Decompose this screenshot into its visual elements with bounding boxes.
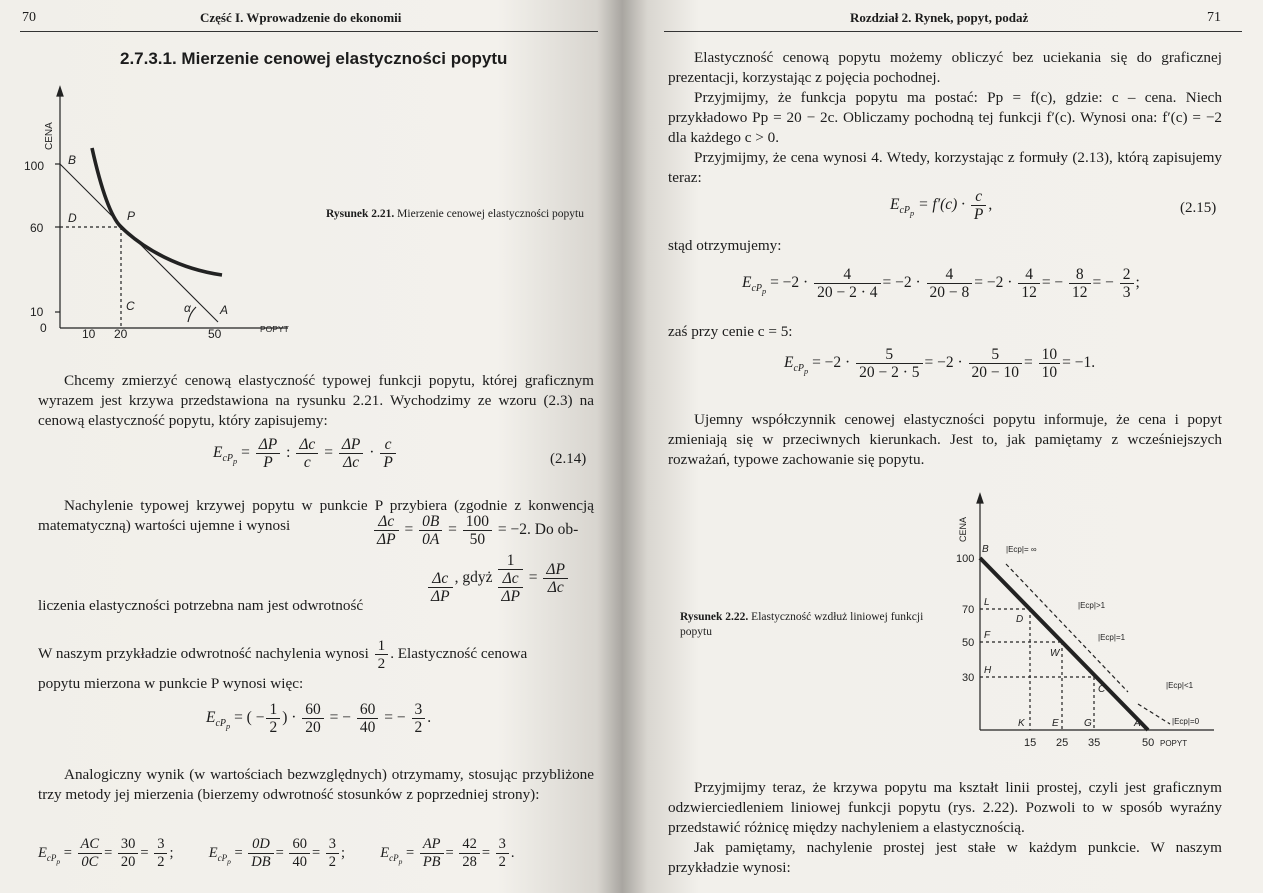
paragraph-4: popytu mierzona w punkcie P wynosi więc: <box>38 675 304 692</box>
annot-gt1: |Ecp|>1 <box>1078 601 1106 610</box>
demand-curve <box>92 148 222 275</box>
point-D: D <box>68 211 77 225</box>
slope-equation: $\frac{\Delta c}{\Delta P}$ = $\frac{0B}{0A}$ = $\frac{100}{50}$ = −2. Do ob- <box>372 513 578 548</box>
y-axis-label: CENA <box>44 122 55 150</box>
right-paragraph-3: Przyjmijmy, że cena wynosi 4. Wtedy, korzystając z formuły (2.13), którą zapisujemy teraz: <box>668 149 1222 186</box>
annot-infinite: |Ecp|= ∞ <box>1006 545 1037 554</box>
y-tick-100: 100 <box>24 159 45 173</box>
annot-zero: |Ecp|=0 <box>1172 717 1200 726</box>
inverse-equation: $\frac{\Delta c}{\Delta P}$ , gdyż 1 Δc ΔP = $\frac{\Delta P}{\Delta c}$ <box>426 552 570 605</box>
figure-2-21-caption <box>316 207 594 222</box>
right-paragraph-6: Jak pamiętamy, nachylenie prostej jest stałe w każdym punkcie. W naszym przykładzie wynosi: <box>668 839 1222 876</box>
equation-c5: $E_{cP_p} = -2$ · $\frac{5}{20 - 2 \cdot 5}$ = −2 · $\frac{5}{20 - 10}$ = $\frac{10}{10}$ = −1. <box>784 346 1096 381</box>
equation-p: $E_{cP_p}$ = ( − $\frac{1}{2}$ ) · $\frac{60}{20}$ = − $\frac{60}{40}$ = − $\frac{3}{2}$ . <box>206 701 432 736</box>
point-C-2: C <box>1098 684 1106 695</box>
caption-text-2: Elastyczność wzdłuż liniowej funkcji popytu <box>680 611 924 638</box>
eq-number-2-14: (2.14) <box>550 451 587 467</box>
x-axis-label: POPYT <box>260 324 289 334</box>
y-tick-100-2: 100 <box>956 553 975 565</box>
x-axis-label-2: POPYT <box>1160 739 1188 748</box>
caption-text: Mierzenie cenowej elastyczności popytu <box>397 208 584 220</box>
x-tick-35: 35 <box>1088 737 1101 749</box>
x-tick-10: 10 <box>82 327 96 341</box>
arrow-upper <box>1006 564 1128 692</box>
header-rule-right <box>664 31 1242 32</box>
paragraph-3: W naszym przykładzie odwrotność nachylenia wynosi $\frac{1}{2}$ . Elastyczność cenowa <box>38 637 528 672</box>
eq-number-2-15: (2.15) <box>1180 200 1217 216</box>
right-paragraph-2: Przyjmijmy, że funkcja popytu ma postać: Pp = f(c), gdzie: c – cena. Niech przykładowo Pp = 20 − 2c. Obliczamy pochodną tej funkcji f′(c). Wynosi ona: f′(c) = −2 dla każdego c > 0. <box>668 89 1222 146</box>
three-methods-equations: $E_{cP_p}$ = $\frac{AC}{0C}$ = $\frac{30}{20}$ = $\frac{3}{2}$ ; $E_{cP_p}$ = $\frac{0D}{DB}$ = $\frac{60}{40}$ = $\frac{3}{2}$ ; $E_{cP_p}$ = $\frac{AP}{PB}$ = $\frac{42}{28}$ = $\frac{3}{2}$ . <box>38 836 515 870</box>
header-rule <box>20 31 598 32</box>
y-axis-arrow-2 <box>977 494 983 503</box>
y-axis-arrow <box>57 87 63 96</box>
caption-label-2: Rysunek 2.22. <box>680 611 749 623</box>
paragraph-1: Chcemy zmierzyć cenową elastyczność typowej funkcji popytu, której graficznym wyrazem jest krzywa przedstawiona na rysunku 2.21. Wychodzimy ze wzoru (2.3) na cenową elastyczność popytu, który zapisujemy: <box>38 372 594 429</box>
figure-2-22 <box>938 492 1228 760</box>
point-A: A <box>220 303 229 317</box>
y-tick-50: 50 <box>962 637 975 649</box>
x-tick-15: 15 <box>1024 737 1037 749</box>
zas-text: zaś przy cenie c = 5: <box>668 323 793 340</box>
x-tick-25: 25 <box>1056 737 1069 749</box>
paragraph-5: Analogiczny wynik (w wartościach bezwzględnych) otrzymamy, stosując przybliżone trzy metody jej mierzenia (bierzemy odwrotność stosunków z poprzedniej strony): <box>38 766 594 803</box>
paragraph-2a: Nachylenie typowej krzywej popytu w punkcie P przybiera (zgodnie z konwencją matematyczną) wartości ujemne i wynosi <box>38 497 594 534</box>
point-B-2: B <box>982 544 989 555</box>
point-P: P <box>127 209 136 223</box>
point-G: G <box>1084 718 1092 729</box>
right-paragraph-4: Ujemny współczynnik cenowej elastyczności popytu informuje, że cena i popyt zmieniają się w przeciwnych kierunkach. Jest to, jak pamiętamy z wcześniejszych rozważań, typowe zachowanie się popytu. <box>668 411 1222 468</box>
equation-c4: $E_{cP_p} = -2$ · $\frac{4}{20 - 2 \cdot 4}$ = −2 · $\frac{4}{20 - 8}$ = −2 · $\frac{4}{12}$ = − $\frac{8}{12}$ = − $\frac{2}{3}$ ; <box>742 266 1140 301</box>
section-title: 2.7.3.1. Mierzenie cenowej elastyczności popytu <box>120 49 508 68</box>
x-tick-20: 20 <box>114 327 128 341</box>
right-paragraph-1: Elastyczność cenową popytu możemy obliczyć bez uciekania się do graficznej prezentacji, korzystając z pojęcia pochodnej. <box>668 49 1222 86</box>
running-head-right: Rozdział 2. Rynek, popyt, podaż <box>850 10 1029 25</box>
running-head-left: Część I. Wprowadzenie do ekonomii <box>200 10 402 25</box>
point-H: H <box>984 665 992 676</box>
point-D-2: D <box>1016 614 1024 625</box>
left-page <box>0 0 622 893</box>
point-B: B <box>68 153 77 167</box>
y-tick-10: 10 <box>30 305 44 319</box>
point-W: W <box>1050 648 1060 659</box>
annot-lt1: |Ecp|<1 <box>1166 681 1194 690</box>
linear-demand <box>980 558 1148 730</box>
y-tick-0: 0 <box>40 321 47 335</box>
y-axis-label-2: CENA <box>958 516 968 542</box>
page-number-right: 71 <box>1207 10 1221 25</box>
point-K: K <box>1018 718 1025 729</box>
y-tick-70: 70 <box>962 604 975 616</box>
right-paragraph-5: Przyjmijmy teraz, że krzywa popytu ma kształt linii prostej, czyli jest graficznym odzwierciedleniem liniowej funkcji popytu (rys. 2.22). Pozwoli to w sposób wyraźny przedstawić różnicę między nachyleniem a elastycznością. <box>668 779 1222 836</box>
x-tick-50-2: 50 <box>1142 737 1155 749</box>
figure-2-21 <box>20 84 320 344</box>
annot-eq1: |Ecp|=1 <box>1098 633 1126 642</box>
y-tick-30: 30 <box>962 672 975 684</box>
figure-2-22-caption <box>680 610 930 640</box>
arrow-lower <box>1138 704 1170 724</box>
point-C: C <box>126 299 135 313</box>
point-F: F <box>984 630 991 641</box>
point-A-2: A <box>1134 718 1141 729</box>
alpha-label: α <box>184 301 191 315</box>
y-tick-60: 60 <box>30 221 44 235</box>
paragraph-2b: liczenia elastyczności potrzebna nam jest odwrotność <box>38 597 364 614</box>
caption-label: Rysunek 2.21. <box>326 208 395 220</box>
stad-text: stąd otrzymujemy: <box>668 237 782 254</box>
page-number-left: 70 <box>22 10 36 25</box>
right-page <box>622 0 1263 893</box>
equation-2-15: $E_{cP_p} = f'(c)$ · $\frac{c}{P}$ , <box>890 188 993 223</box>
point-E: E <box>1052 718 1059 729</box>
equation-2-14: $E_{cP_p}$ = $\frac{\Delta P}{P}$ : $\frac{\Delta c}{c}$ = $\frac{\Delta P}{\Delta c}$ · $\frac{c}{P}$ <box>213 436 398 471</box>
point-L: L <box>984 597 990 608</box>
x-tick-50: 50 <box>208 327 222 341</box>
